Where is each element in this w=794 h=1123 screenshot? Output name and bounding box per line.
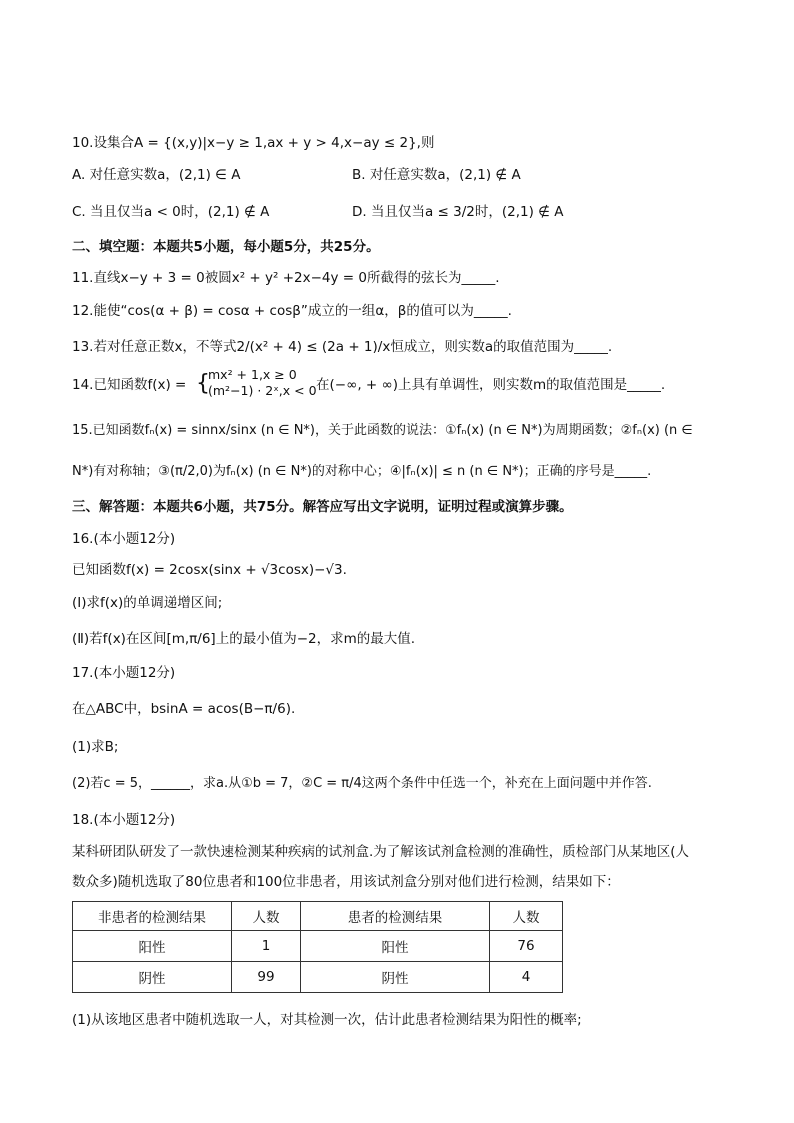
header-cell: 人数 [490, 902, 563, 931]
q14-case1: mx² + 1,x ≥ 0 [208, 367, 297, 382]
detection-results-table [72, 901, 563, 993]
q15-line1: 15.已知函数fₙ(x) = sinnx/sinx (n ∈ N*)，关于此函数的说法：①fₙ(x) (n ∈ N*)为周期函数；②fₙ(x) (n ∈ [72, 423, 693, 438]
table-header-row [73, 902, 563, 931]
q10-option-d: D. 当且仅当a ≤ 3/2时，(2,1) ∉ A [352, 204, 564, 220]
q11-text: 11.直线x−y + 3 = 0被圆x² + y² +2x−4y = 0所截得的弦长为_____. [72, 270, 500, 286]
section3-heading: 三、解答题：本题共6小题，共75分。解答应写出文字说明，证明过程或演算步骤。 [72, 499, 573, 515]
table-cell: 76 [490, 931, 563, 962]
q18-part1: (1)从该地区患者中随机选取一人，对其检测一次，估计此患者检测结果为阳性的概率; [72, 1012, 582, 1028]
header-cell: 人数 [232, 902, 301, 931]
table-row [73, 962, 563, 993]
q16-part2: (Ⅱ)若f(x)在区间[m,π/6]上的最小值为−2，求m的最大值. [72, 631, 416, 647]
q17-stem: 在△ABC中，bsinA = acos(B−π/6). [72, 701, 296, 717]
table-cell: 99 [232, 962, 301, 993]
table-cell: 4 [490, 962, 563, 993]
q10-stem: 10.设集合A = {(x,y)|x−y ≥ 1,ax + y > 4,x−ay ≤ 2},则 [72, 135, 435, 151]
table-cell: 1 [232, 931, 301, 962]
q14-suffix: 在(−∞, + ∞)上具有单调性，则实数m的取值范围是_____. [316, 377, 666, 393]
q14-prefix: 14.已知函数f(x) = [72, 377, 187, 393]
q17-part2: (2)若c = 5，______，求a.从①b = 7，②C = π/4这两个条件中任选一个，补充在上面问题中并作答. [72, 776, 652, 791]
table-cell: 阳性 [301, 931, 490, 962]
q18-stem-line2: 数众多)随机选取了80位患者和100位非患者，用该试剂盒分别对他们进行检测，结果如下： [72, 874, 620, 890]
q17-title: 17.(本小题12分) [72, 665, 176, 681]
q16-part1: (Ⅰ)求f(x)的单调递增区间; [72, 595, 223, 611]
q17-part1: (1)求B; [72, 739, 119, 755]
section2-heading: 二、填空题：本题共5小题，每小题5分，共25分。 [72, 239, 380, 255]
table-row [73, 931, 563, 962]
q16-title: 16.(本小题12分) [72, 531, 176, 547]
table-cell: 阴性 [73, 962, 232, 993]
q10-option-b: B. 对任意实数a，(2,1) ∉ A [352, 167, 521, 183]
table-cell: 阳性 [73, 931, 232, 962]
q10-option-c: C. 当且仅当a < 0时，(2,1) ∉ A [72, 204, 270, 220]
q15-line2: N*)有对称轴；③(π/2,0)为fₙ(x) (n ∈ N*)的对称中心；④|fₙ(x)| ≤ n (n ∈ N*)；正确的序号是_____. [72, 464, 652, 479]
q16-stem: 已知函数f(x) = 2cosx(sinx + √3cosx)−√3. [72, 562, 347, 578]
header-cell: 患者的检测结果 [301, 902, 490, 931]
q13-text: 13.若对任意正数x，不等式2/(x² + 4) ≤ (2a + 1)/x恒成立，则实数a的取值范围为_____. [72, 339, 613, 355]
header-cell: 非患者的检测结果 [73, 902, 232, 931]
q18-stem-line1: 某科研团队研发了一款快速检测某种疾病的试剂盒.为了解该试剂盒检测的准确性，质检部门从某地区(人 [72, 844, 690, 860]
q18-title: 18.(本小题12分) [72, 812, 176, 828]
table-cell: 阴性 [301, 962, 490, 993]
q14-brace: { [196, 371, 210, 396]
q14-case2: (m²−1) · 2ˣ,x < 0 [208, 383, 317, 398]
q12-text: 12.能使“cos(α + β) = cosα + cosβ”成立的一组α，β的值可以为_____. [72, 303, 512, 319]
q10-option-a: A. 对任意实数a，(2,1) ∈ A [72, 167, 241, 183]
